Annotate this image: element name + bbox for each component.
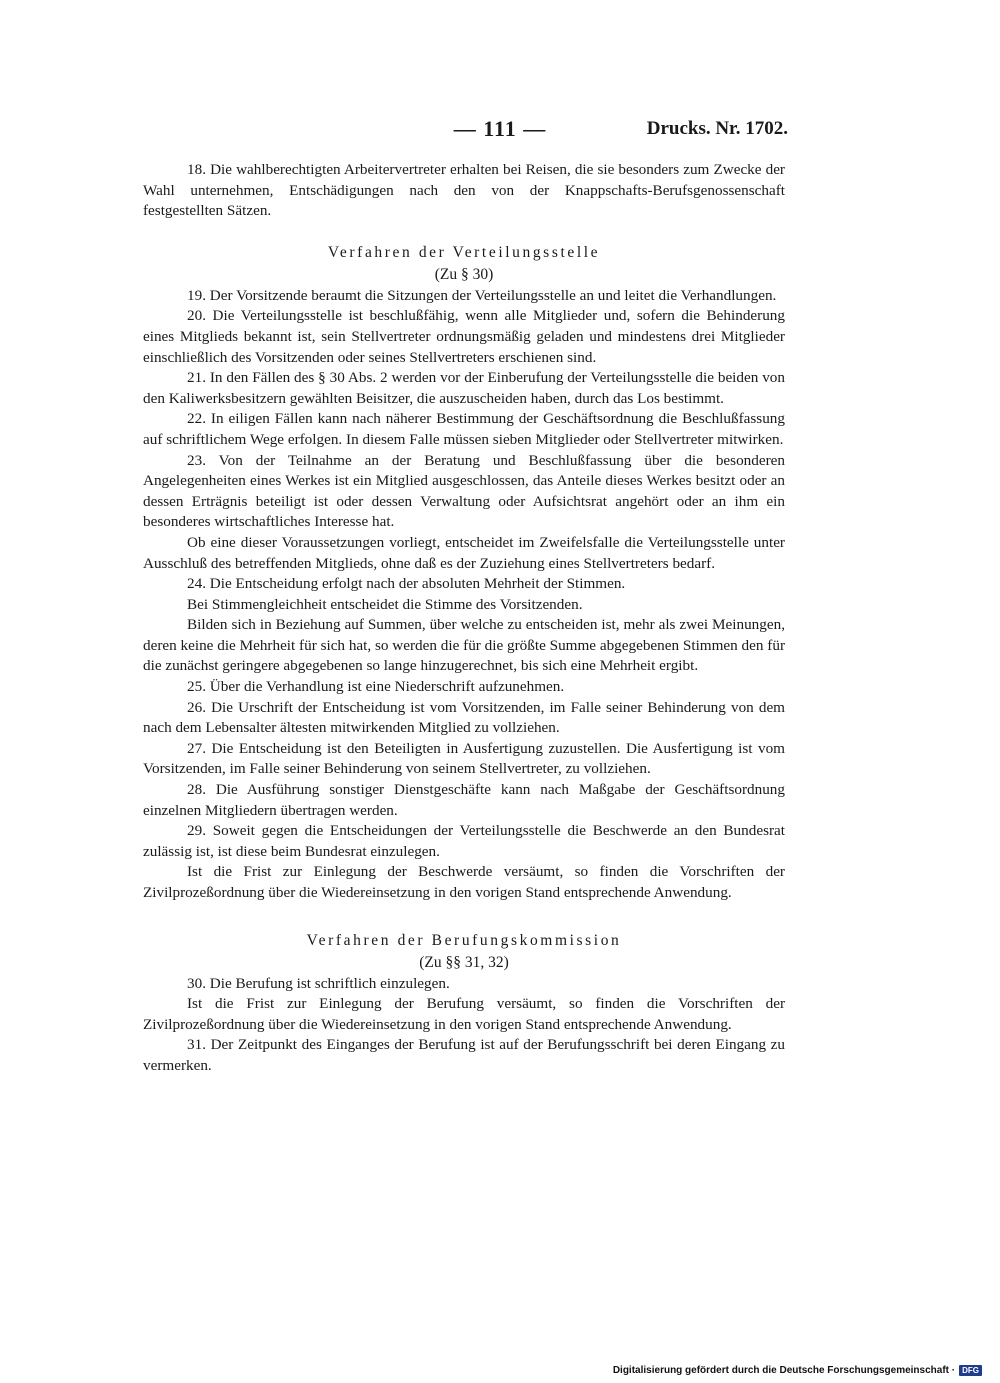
credit-text: Digitalisierung gefördert durch die Deutsche Forschungsgemeinschaft · — [612, 1365, 956, 1376]
paragraph: 24. Die Entscheidung erfolgt nach der absoluten Mehrheit der Stimmen. — [187, 575, 626, 593]
paragraph: Ist die Frist zur Einlegung der Beschwerde versäumt, so finden die Vorschriften der Zivilprozeßordnung über die Wiedereinsetzung in den vorigen Stand entsprechende Anwendung. — [143, 863, 785, 901]
paragraph: 30. Die Berufung ist schriftlich einzulegen. — [187, 974, 450, 992]
section-reference: (Zu §§ 31, 32) — [419, 953, 509, 971]
paragraph: 27. Die Entscheidung ist den Beteiligten in Ausfertigung zuzustellen. Die Ausfertigung ist vom Vorsitzenden, im Falle seiner Behinderung von seinem Stellvertreter, zu vollziehen. — [143, 739, 785, 778]
paragraph: 26. Die Urschrift der Entscheidung ist vom Vorsitzenden, im Falle seiner Behinderung von dem nach dem Lebensalter ältesten mitwirkenden Mitglied zu vollziehen. — [143, 698, 785, 737]
dfg-logo-icon: DFG — [959, 1365, 982, 1376]
paragraph: 23. Von der Teilnahme an der Beratung und Beschlußfassung über die besonderen Angelegenheiten eines Werkes ist ein Mitglied ausgeschlossen, das Anteile dieses Werkes besitzt oder an dessen Erträgnis beteiligt ist oder dessen Verwaltung oder Aufsichtsrat angehört oder an ihm ein besonderes wirtschaftliches Interesse hat. — [143, 451, 785, 531]
document-body — [143, 160, 785, 1077]
paragraph: 18. Die wahlberechtigten Arbeitervertreter erhalten bei Reisen, die sie besonders zum Zwecke der Wahl unternehmen, Entschädigungen nach den von der Knappschafts-Berufsgenossenschaft festgestellten Sätzen. — [143, 161, 785, 220]
paragraph: Ist die Frist zur Einlegung der Berufung versäumt, so finden die Vorschriften der Zivilprozeßordnung über die Wiedereinsetzung in den vorigen Stand entsprechende Anwendung. — [143, 995, 785, 1033]
page-number: — 111 — — [453, 116, 547, 141]
digitization-credit — [613, 1365, 982, 1376]
drucksache-number: Drucks. Nr. 1702. — [646, 118, 788, 139]
paragraph: Ob eine dieser Voraussetzungen vorliegt, entscheidet im Zweifelsfalle die Verteilungsstelle unter Ausschluß des betreffenden Mitglieds, ohne daß es der Zuziehung eines Stellvertreters bedarf. — [143, 533, 785, 572]
section-heading: Verfahren der Berufungskommission — [306, 931, 622, 949]
section-reference: (Zu § 30) — [434, 265, 494, 283]
paragraph: 19. Der Vorsitzende beraumt die Sitzungen der Verteilungsstelle an und leitet die Verhandlungen. — [187, 286, 777, 304]
section-heading: Verfahren der Verteilungsstelle — [327, 243, 601, 261]
paragraph: 28. Die Ausführung sonstiger Dienstgeschäfte kann nach Maßgabe der Geschäftsordnung einzelnen Mitgliedern übertragen werden. — [143, 781, 785, 819]
paragraph: 31. Der Zeitpunkt des Einganges der Berufung ist auf der Berufungsschrift bei deren Eingang zu vermerken. — [143, 1036, 785, 1074]
paragraph: 22. In eiligen Fällen kann nach näherer Bestimmung der Geschäftsordnung die Beschlußfassung auf schriftlichem Wege erfolgen. In diesem Falle müssen sieben Mitglieder oder Stellvertreter mitwirken. — [143, 410, 785, 448]
paragraph: 21. In den Fällen des § 30 Abs. 2 werden vor der Einberufung der Verteilungsstelle die beiden von den Kaliwerksbesitzern gewählten Beisitzer, die auszuscheiden haben, durch das Los bestimmt. — [143, 369, 785, 407]
paragraph: 25. Über die Verhandlung ist eine Niederschrift aufzunehmen. — [187, 678, 565, 696]
paragraph: 29. Soweit gegen die Entscheidungen der Verteilungsstelle die Beschwerde an den Bundesrat zulässig ist, ist diese beim Bundesrat einzulegen. — [143, 822, 785, 860]
paragraph: 20. Die Verteilungsstelle ist beschlußfähig, wenn alle Mitglieder und, sofern die Behinderung eines Mitglieds bekannt ist, sein Stellvertreter ordnungsmäßig geladen und mindestens drei Mitglieder einschließlich des Vorsitzenden oder seines Stellvertreters erschienen sind. — [143, 307, 785, 366]
paragraph: Bei Stimmengleichheit entscheidet die Stimme des Vorsitzenden. — [187, 595, 583, 613]
paragraph: Bilden sich in Beziehung auf Summen, über welche zu entscheiden ist, mehr als zwei Meinungen, deren keine die Mehrheit für sich hat, so werden die für die größte Summe abgegebenen Stimmen den für die zunächst geringere abgegebenen so lange hinzugerechnet, bis sich eine Mehrheit ergibt. — [143, 616, 785, 675]
